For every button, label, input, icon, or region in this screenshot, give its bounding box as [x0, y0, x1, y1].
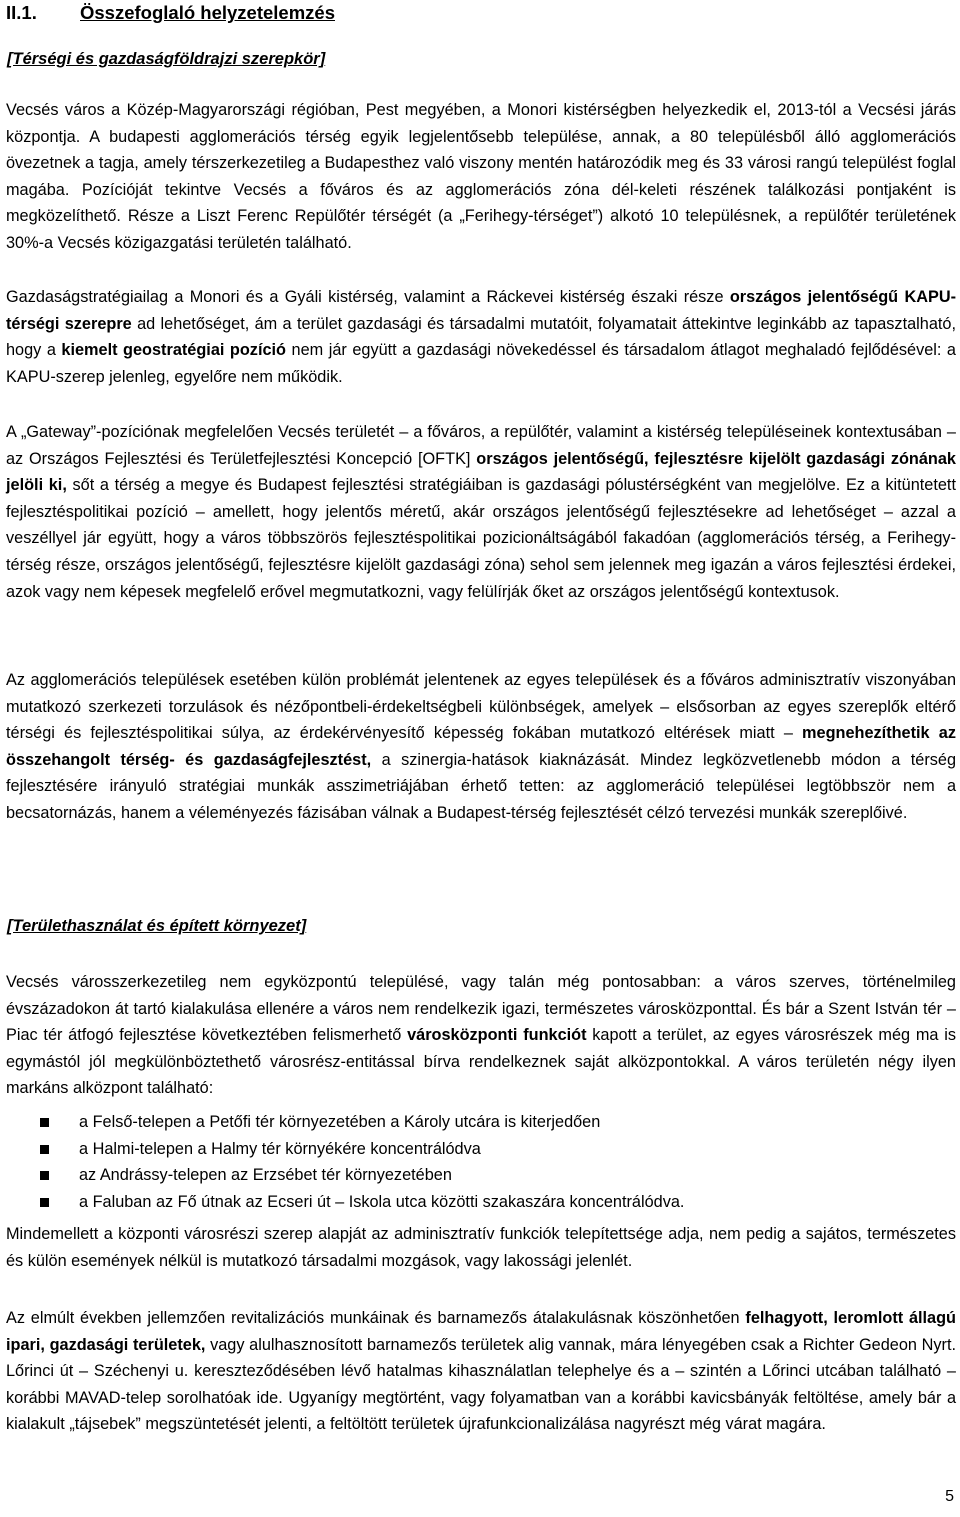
- text: Az elmúlt években jellemzően revitalizációs munkáinak és barnamezős átalakulásnak köszönhetően: [6, 1309, 746, 1327]
- text: ad lehetőséget, ám a terület gazdasági és társadalmi mutatóit, folyamatait áttekintve leginkább az tapasztalható, hogy a: [6, 314, 956, 360]
- list-item: [6, 1162, 956, 1189]
- bold-text: felhagyott, leromlott állagú ipari, gazdasági területek,: [6, 1309, 956, 1354]
- list-item: [6, 1189, 956, 1216]
- text: Az agglomerációs települések esetében külön problémát jelentenek az egyes települések és a főváros adminisztratív viszonyában mutatkozó szerkezeti torzulások és nézőpontbeli-érdekeltségbeli különbségek, amelyek – elsősorban az egyes szereplők eltérő térségi és fejlesztéspolitikai súlya, az érdekérvényesítő képesség fokában mutatkozó eltérések miatt –: [6, 671, 956, 743]
- bullet-icon: [40, 1198, 49, 1207]
- list-item-text: a Felső-telepen a Petőfi tér környezetében a Károly utcára is kiterjedően: [79, 1113, 601, 1131]
- paragraph-location: Vecsés város a Közép-Magyarországi régióban, Pest megyében, a Monori kistérségben helyezkedik el, 2013-tól a Vecsési járás központja. A budapesti agglomerációs térség egyik legjelentősebb települése, annak, a 80 településből álló agglomerációs övezetnek a tagja, amely térszerkezetileg a Budapesthez való viszony mentén határozódik meg és 33 városi rangú települést foglal magába. Pozícióját tekintve Vecsés a főváros és az agglomerációs zóna dél-keleti részének találkozási pontjaként is megközelíthető. Része a Liszt Ferenc Repülőtér térségét (a „Ferihegy-térséget”) alkotó 10 településnek, a repülőtér területének 30%-a Vecsés közigazgatási területén található.: [6, 101, 956, 252]
- bullet-icon: [40, 1145, 49, 1154]
- paragraph-brownfield: [6, 1305, 956, 1438]
- page-number: 5: [945, 1488, 954, 1505]
- bold-text: országos jelentőségű KAPU-térségi szerepre: [6, 288, 956, 333]
- text: nem jár együtt a gazdasági növekedéssel és társadalom átlagot meghaladó fejlődésével: a KAPU-szerep jelenleg, egyelőre nem működik.: [6, 341, 956, 386]
- paragraph-agglomeration: [6, 667, 956, 827]
- bullet-icon: [40, 1171, 49, 1180]
- list-item-text: az Andrássy-telepen az Erzsébet tér környezetében: [79, 1166, 452, 1185]
- subcenter-list: [6, 1109, 956, 1215]
- bold-text: városközponti funkciót: [407, 1026, 587, 1045]
- list-item: [6, 1136, 956, 1163]
- paragraph-economic-strategy: [6, 284, 956, 390]
- text: sőt a térség a megye és Budapest fejlesztési stratégiáiban is gazdasági pólustérségként van megjelölve. Ez a kitüntetett fejlesztéspolitikai pozíció – amellett, hogy jelentős méretű, akár országos jelentőségű fejlesztésekre ad lehetőséget – azzal a veszéllyel jár együtt, hogy a város többszörös fejlesztéspolitikai pozicionáltságából fakadóan (agglomerációs térség, a Ferihegy-térség része, országos jelentőségű, fejlesztésre kijelölt gazdasági zóna) sehol sem jelennek meg igazán a város fejlesztési érdekei, azok vagy nem képesek megfelelő erővel megmutatkozni, vagy felülírják őket az országos jelentőségű kontextusok.: [6, 476, 956, 601]
- bold-text: megnehezíthetik az összehangolt térség- és gazdaságfejlesztést,: [6, 724, 956, 769]
- text: A „Gateway”-pozíciónak megfelelően Vecsés területét – a főváros, a repülőtér, valamint a kistérség településeinek kontextusában – az Országos Fejlesztési és Területfejlesztési Koncepció [OFTK]: [6, 423, 956, 468]
- section-title: Összefoglaló helyzetelemzés: [80, 2, 335, 23]
- text: kapott a terület, az egyes városrészek még ma is egymástól jól megkülönböztethető városrész-entitással bírva rendelkeznek saját alközpontokkal. A város területén négy ilyen markáns alközpont található:: [6, 1026, 956, 1098]
- bold-text: kiemelt geostratégiai pozíció: [61, 341, 286, 360]
- section-number: II.1.: [6, 2, 37, 23]
- bullet-icon: [40, 1118, 49, 1127]
- list-item-text: a Faluban az Fő útnak az Ecseri út – Iskola utca közötti szakaszára koncentrálódva.: [79, 1192, 685, 1211]
- subheading-land-use: [Területhasználat és épített környezet]: [7, 917, 307, 935]
- text: Gazdaságstratégiailag a Monori és a Gyáli kistérség, valamint a Ráckevei kistérség északi része: [6, 288, 730, 306]
- subheading-regional-role: [Térségi és gazdaságföldrajzi szerepkör]: [7, 50, 326, 68]
- list-item: [6, 1109, 956, 1136]
- text: vagy alulhasznosított barnamezős területek alig vannak, mára lényegében csak a Richter Gedeon Nyrt. Lőrinci út – Széchenyi u. kereszteződésében lévő hatalmas kihasználatlan telephelye és a – szintén a Lőrinci utcában található – korábbi MAVAD-telep sorolhatóak ide. Ugyanígy megtörtént, vagy folyamatban van a korábbi kavicsbányák feltöltése, amely bár a kialakult „tájsebek” megszüntetését jelenti, a feltöltött területek újrafunkcionalizálása nagyrészt még várat magára.: [6, 1335, 956, 1434]
- text: a szinergia-hatások kiaknázását. Mindez legközvetlenebb módon a térség fejlesztésére irányuló stratégiai munkák asszimetriájában érhető tetten: az agglomeráció települései legtöbbször nem a becsatornázás, hanem a véleményezés fázisában válnak a Budapest-térség fejlesztését célzó tervezési munkák szereplőivé.: [6, 750, 957, 822]
- text: Vecsés városszerkezetileg nem egyközpontú településé, vagy talán még pontosabban: a város szerves, történelmileg évszázadokon át tartó kialakulása ellenére a város nem rendelkezik igazi, természetes városközponttal. És bár a Szent István tér – Piac tér átfogó fejlesztése következtében felismerhető: [6, 973, 956, 1045]
- list-item-text: a Halmi-telepen a Halmy tér környékére koncentrálódva: [79, 1139, 481, 1158]
- paragraph-city-structure: [6, 969, 956, 1102]
- bold-text: országos jelentőségű, fejlesztésre kijelölt gazdasági zónának jelöli ki,: [6, 449, 956, 495]
- paragraph-admin-functions: Mindemellett a központi városrészi szerep alapját az adminisztratív funkciók telepítettsége adja, nem pedig a sajátos, természetes és külön események nélkül is mutatkozó társadalmi mozgások, vagy lakossági jelenlét.: [6, 1225, 956, 1270]
- section-heading: [6, 2, 335, 24]
- paragraph-gateway: [6, 419, 956, 605]
